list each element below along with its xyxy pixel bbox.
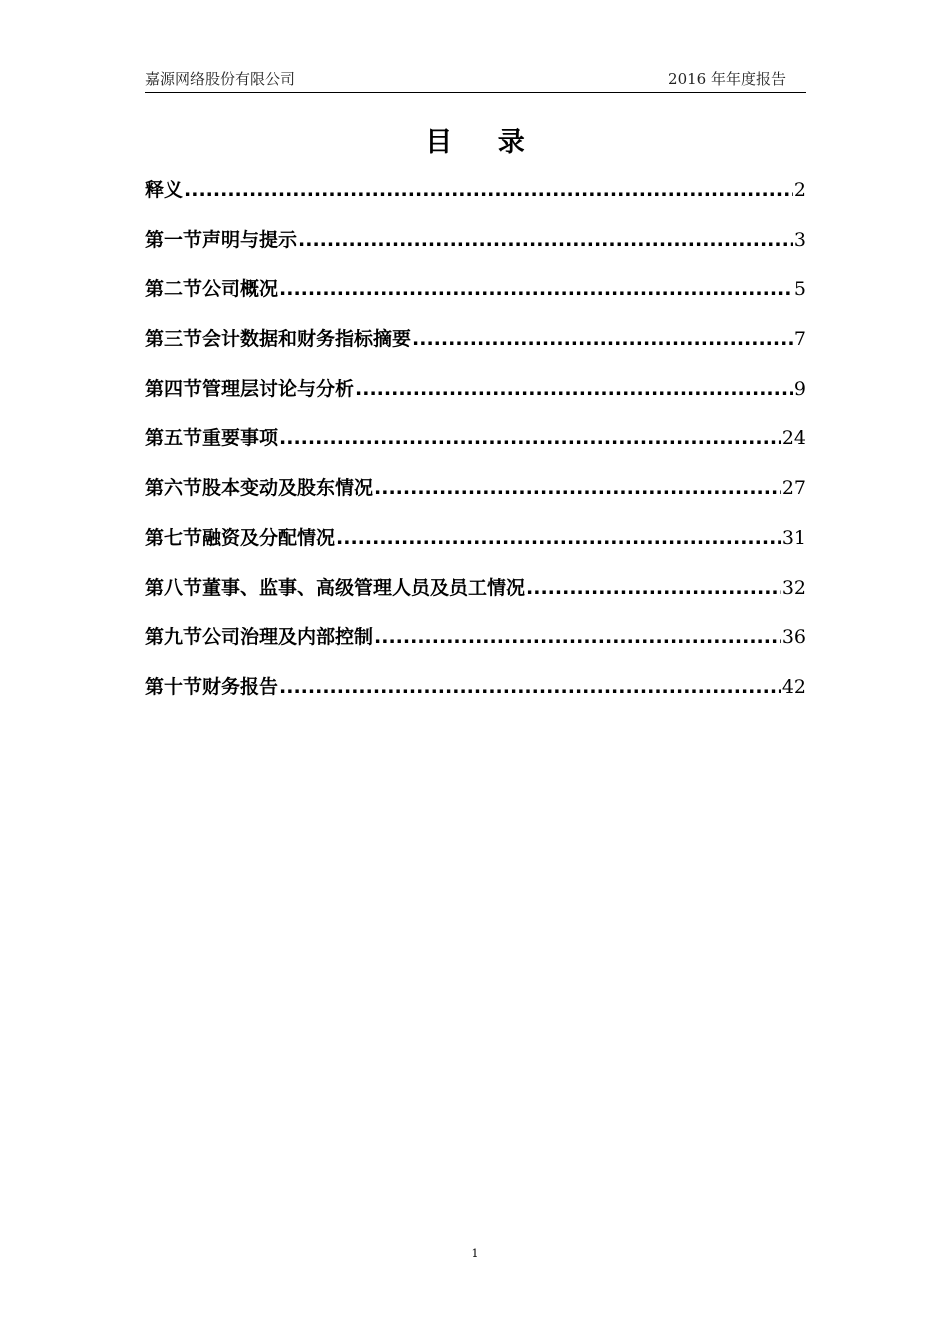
- toc-entry-label: 第七节融资及分配情况: [145, 526, 336, 549]
- toc-entry-page: 5: [793, 278, 806, 301]
- toc-entry-section-9[interactable]: [145, 621, 806, 671]
- toc-entry-section-8[interactable]: [145, 572, 806, 622]
- dot-leader: [184, 174, 793, 206]
- toc-entry-page: 27: [781, 477, 806, 500]
- toc-entry-label: 第九节公司治理及内部控制: [145, 626, 374, 649]
- toc-entry-label: 第十节财务报告: [145, 675, 279, 698]
- toc-entry-label: 第一节声明与提示: [145, 228, 298, 251]
- toc-entry-label: 第二节公司概况: [145, 278, 279, 301]
- dot-leader: [279, 671, 781, 703]
- toc-entry-section-7[interactable]: [145, 522, 806, 572]
- page-number: 1: [471, 1247, 479, 1260]
- toc-entry-section-4[interactable]: [145, 373, 806, 423]
- toc-entry-page: 7: [793, 328, 806, 351]
- dot-leader: [355, 373, 793, 405]
- toc-entry-label: 第五节重要事项: [145, 427, 279, 450]
- toc-entry-label: 第六节股本变动及股东情况: [145, 477, 374, 500]
- page-header: [145, 66, 806, 93]
- toc-entry-page: 3: [793, 228, 806, 251]
- toc-entry-section-5[interactable]: [145, 422, 806, 472]
- report-title: 2016 年年度报告: [668, 70, 786, 88]
- dot-leader: [526, 572, 781, 604]
- dot-leader: [374, 472, 781, 504]
- toc-entry-page: 32: [781, 576, 806, 599]
- toc-entry-section-3[interactable]: [145, 323, 806, 373]
- toc-entry-page: 31: [781, 526, 806, 549]
- toc-entry-section-1[interactable]: [145, 224, 806, 274]
- company-name: 嘉源网络股份有限公司: [145, 70, 296, 88]
- toc-entry-label: 第八节董事、监事、高级管理人员及员工情况: [145, 576, 526, 599]
- toc-entry-page: 42: [781, 675, 806, 698]
- toc-entry-section-10[interactable]: [145, 671, 806, 721]
- dot-leader: [298, 224, 793, 256]
- table-of-contents: [145, 174, 806, 721]
- toc-entry-section-6[interactable]: [145, 472, 806, 522]
- toc-entry-label: 释义: [145, 179, 184, 201]
- dot-leader: [374, 621, 781, 653]
- toc-entry-page: 9: [793, 377, 806, 400]
- toc-entry-preface[interactable]: [145, 174, 806, 224]
- toc-entry-page: 2: [793, 179, 806, 201]
- toc-heading: 目 录: [425, 127, 543, 158]
- dot-leader: [279, 273, 793, 305]
- toc-entry-label: 第三节会计数据和财务指标摘要: [145, 328, 412, 351]
- dot-leader: [279, 422, 781, 454]
- toc-entry-page: 24: [781, 427, 806, 450]
- dot-leader: [336, 522, 781, 554]
- toc-entry-label: 第四节管理层讨论与分析: [145, 377, 355, 400]
- toc-entry-page: 36: [781, 626, 806, 649]
- dot-leader: [412, 323, 793, 355]
- toc-entry-section-2[interactable]: [145, 273, 806, 323]
